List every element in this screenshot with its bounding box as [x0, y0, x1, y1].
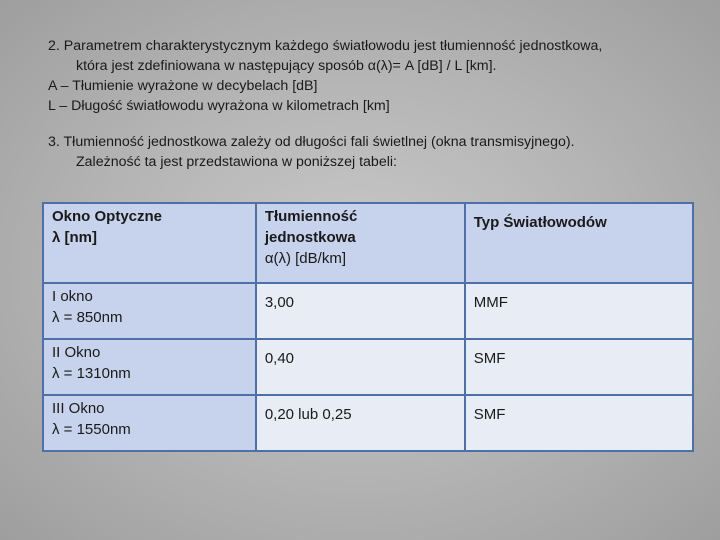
cell-fiber-type: MMF	[465, 283, 693, 339]
paragraph-2-line-1: 2. Parametrem charakterystycznym każdego światłowodu jest tłumienność jednostkowa,	[48, 38, 603, 54]
paragraph-2-line-2: która jest zdefiniowana w następujący sposób α(λ)= A [dB] / L [km].	[76, 58, 497, 74]
header-fiber-type: Typ Światłowodów	[465, 203, 693, 283]
table-row	[43, 395, 693, 451]
slide-text	[48, 36, 688, 172]
table-header-row	[43, 203, 693, 283]
header-attenuation: Tłumienność jednostkowa α(λ) [dB/km]	[256, 203, 465, 283]
optical-windows-table	[42, 202, 694, 452]
cell-attenuation: 3,00	[256, 283, 465, 339]
paragraph-3-line-1: 3. Tłumienność jednostkowa zależy od długości fali świetlnej (okna transmisyjnego).	[48, 134, 575, 150]
cell-fiber-type: SMF	[465, 395, 693, 451]
cell-attenuation: 0,40	[256, 339, 465, 395]
header-optical-window: Okno Optyczne λ [nm]	[43, 203, 256, 283]
cell-window: I okno λ = 850nm	[43, 283, 256, 339]
cell-window: II Okno λ = 1310nm	[43, 339, 256, 395]
table-row	[43, 339, 693, 395]
paragraph-3-line-2: Zależność ta jest przedstawiona w poniższej tabeli:	[76, 154, 397, 170]
cell-attenuation: 0,20 lub 0,25	[256, 395, 465, 451]
table-row	[43, 283, 693, 339]
cell-window: III Okno λ = 1550nm	[43, 395, 256, 451]
paragraph-2-line-4: L – Długość światłowodu wyrażona w kilometrach [km]	[48, 98, 390, 114]
paragraph-2-line-3: A – Tłumienie wyrażone w decybelach [dB]	[48, 78, 318, 94]
cell-fiber-type: SMF	[465, 339, 693, 395]
